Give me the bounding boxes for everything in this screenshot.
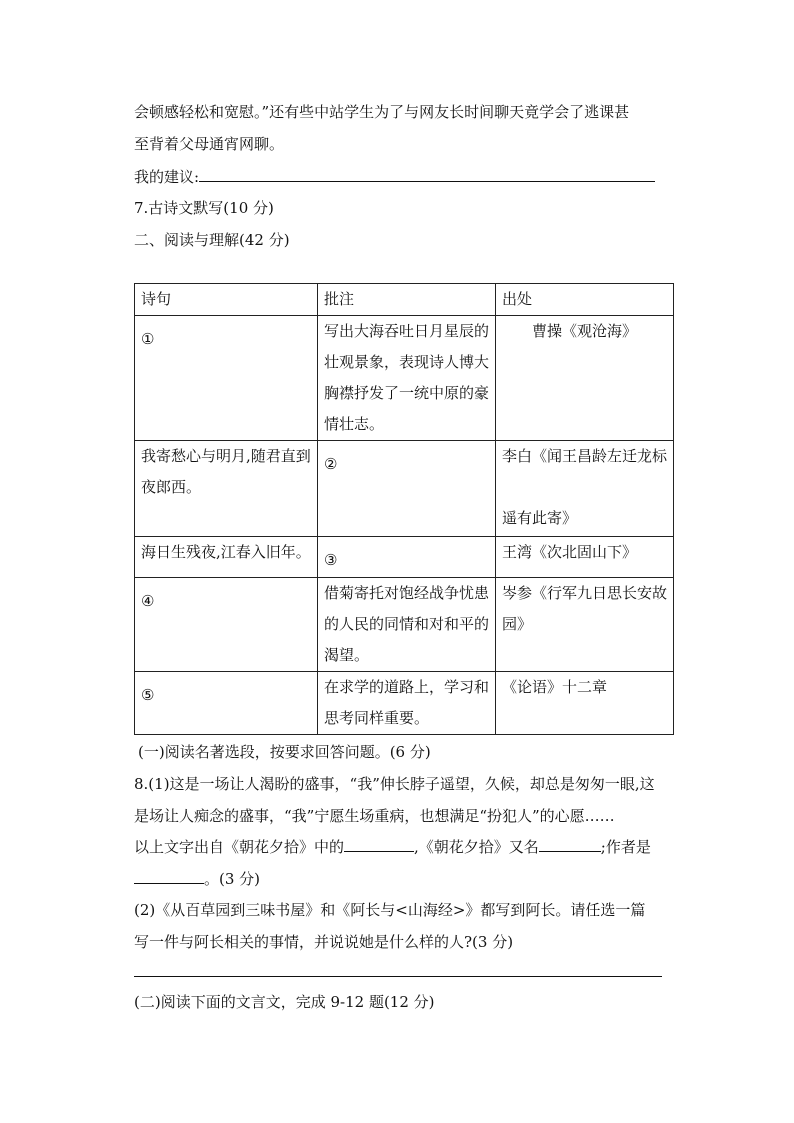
table-header-row xyxy=(135,284,674,316)
note-cell: 借菊寄托对饱经战争忧患的人民的同情和对和平的渴望。 xyxy=(318,578,496,672)
blank-marker-4: ④ xyxy=(141,592,155,610)
table-row xyxy=(135,441,674,537)
answer-blank-3[interactable] xyxy=(134,868,204,884)
source-cell xyxy=(496,316,674,441)
q8-line-3 xyxy=(134,836,674,857)
q8-line-4 xyxy=(134,868,674,889)
blank-marker-5: ⑤ xyxy=(141,686,155,704)
q8-text-b: ,《朝花夕拾》又名 xyxy=(414,838,539,856)
table-row xyxy=(135,578,674,672)
header-verse: 诗句 xyxy=(135,284,318,316)
q8-text-d: 。(3 分) xyxy=(204,870,261,888)
suggestion-line xyxy=(134,166,674,187)
suggestion-blank[interactable] xyxy=(199,166,655,182)
source-text-line-1: 李白《闻王昌龄左迁龙标 xyxy=(502,447,668,465)
intro-line-2: 至背着父母通宵网聊。 xyxy=(134,135,285,153)
note-cell[interactable] xyxy=(318,537,496,578)
source-cell: 《论语》十二章 xyxy=(496,672,674,735)
q8-2-line-1: (2)《从百草园到三味书屋》和《阿长与<山海经>》都写到阿长。请任选一篇 xyxy=(134,901,646,919)
q8-2-line-2: 写一件与阿长相关的事情，并说说她是什么样的人?(3 分) xyxy=(134,933,514,951)
answer-blank-1[interactable] xyxy=(344,836,414,852)
verse-cell[interactable] xyxy=(135,578,318,672)
verse-cell: 海日生残夜,江春入旧年。 xyxy=(135,537,318,578)
q7-title: 7.古诗文默写(10 分) xyxy=(134,199,274,217)
source-text-line-2: 遥有此寄》 xyxy=(502,509,578,527)
table-row xyxy=(135,537,674,578)
answer-rule[interactable] xyxy=(134,976,662,977)
blank-marker-3: ③ xyxy=(324,551,338,569)
blank-marker-1: ① xyxy=(141,330,155,348)
verse-cell[interactable] xyxy=(135,672,318,735)
source-text: 曹操《观沧海》 xyxy=(531,322,637,340)
part2-title: (二)阅读下面的文言文，完成 9-12 题(12 分) xyxy=(134,993,435,1011)
note-cell: 在求学的道路上，学习和思考同样重要。 xyxy=(318,672,496,735)
poem-table xyxy=(134,283,674,735)
verse-cell: 我寄愁心与明月,随君直到夜郎西。 xyxy=(135,441,318,537)
answer-blank-2[interactable] xyxy=(539,836,601,852)
q8-line-2: 是场让人痴念的盛事，“我”宁愿生场重病，也想满足“扮犯人”的心愿…… xyxy=(134,807,615,825)
verse-cell[interactable] xyxy=(135,316,318,441)
source-cell: 王湾《次北固山下》 xyxy=(496,537,674,578)
q8-text-c: ;作者是 xyxy=(600,838,651,856)
table-row xyxy=(135,672,674,735)
intro-line-1: 会顿感轻松和宽慰。”还有些中站学生为了与网友长时间聊天竟学会了逃课甚 xyxy=(134,103,630,121)
section2-title: 二、阅读与理解(42 分) xyxy=(134,231,290,249)
blank-marker-2: ② xyxy=(324,455,338,473)
q8-line-1: 8.(1)这是一场让人渴盼的盛事，“我”伸长脖子遥望，久候，却总是匆匆一眼,这 xyxy=(134,775,655,793)
note-cell[interactable] xyxy=(318,441,496,537)
table-row xyxy=(135,316,674,441)
suggestion-label: 我的建议: xyxy=(134,168,200,186)
part1-title: (一)阅读名著选段，按要求回答问题。(6 分) xyxy=(138,743,431,761)
source-cell: 岑参《行军九日思长安故园》 xyxy=(496,578,674,672)
header-source: 出处 xyxy=(496,284,674,316)
note-cell: 写出大海吞吐日月星辰的壮观景象，表现诗人博大胸襟抒发了一统中原的豪情壮志。 xyxy=(318,316,496,441)
q8-text-a: 以上文字出自《朝花夕拾》中的 xyxy=(134,838,345,856)
source-cell xyxy=(496,441,674,537)
header-note: 批注 xyxy=(318,284,496,316)
